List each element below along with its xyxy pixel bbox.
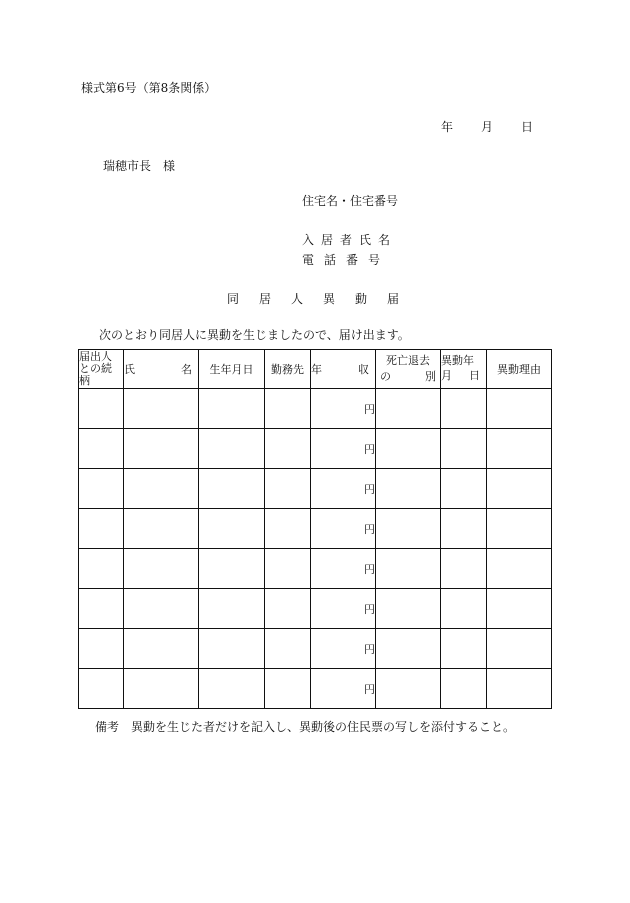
move-reason-cell[interactable] (487, 429, 552, 469)
move-reason-cell[interactable] (487, 469, 552, 509)
workplace-cell[interactable] (265, 469, 311, 509)
death-departure-cell[interactable] (376, 629, 441, 669)
remarks-text: 異動を生じた者だけを記入し、異動後の住民票の写しを添付すること。 (131, 720, 516, 734)
workplace-cell[interactable] (265, 669, 311, 709)
date-line (441, 118, 533, 135)
birthdate-cell[interactable] (199, 509, 265, 549)
name-cell[interactable] (124, 429, 199, 469)
move-date-cell[interactable] (441, 469, 487, 509)
relation-cell[interactable] (79, 389, 124, 429)
header-birthdate: 生年月日 (199, 350, 265, 389)
date-year-label: 年 (441, 120, 454, 134)
move-reason-cell[interactable] (487, 629, 552, 669)
move-date-cell[interactable] (441, 589, 487, 629)
move-date-cell[interactable] (441, 389, 487, 429)
table-row (79, 549, 552, 589)
table-row (79, 509, 552, 549)
name-cell[interactable] (124, 549, 199, 589)
form-number: 様式第6号（第8条関係） (81, 81, 217, 95)
move-reason-cell[interactable] (487, 549, 552, 589)
death-departure-cell[interactable] (376, 509, 441, 549)
table-row (79, 589, 552, 629)
date-day-label: 日 (521, 120, 534, 134)
move-reason-cell[interactable] (487, 669, 552, 709)
addressee: 瑞穂市長 様 (103, 159, 176, 173)
cohabitant-table (78, 349, 552, 709)
table-row (79, 629, 552, 669)
birthdate-cell[interactable] (199, 589, 265, 629)
birthdate-cell[interactable] (199, 669, 265, 709)
relation-cell[interactable] (79, 589, 124, 629)
income-cell[interactable]: 円 (311, 469, 376, 509)
workplace-cell[interactable] (265, 549, 311, 589)
income-cell[interactable]: 円 (311, 549, 376, 589)
remarks-label: 備考 (95, 720, 120, 734)
name-cell[interactable] (124, 509, 199, 549)
death-departure-cell[interactable] (376, 669, 441, 709)
remarks (95, 718, 515, 735)
income-cell[interactable]: 円 (311, 669, 376, 709)
relation-cell[interactable] (79, 669, 124, 709)
move-date-cell[interactable] (441, 629, 487, 669)
intro-text: 次のとおり同居人に異動を生じましたので、届け出ます。 (99, 328, 410, 342)
death-departure-cell[interactable] (376, 469, 441, 509)
income-cell[interactable]: 円 (311, 509, 376, 549)
move-date-cell[interactable] (441, 429, 487, 469)
resident-name-label: 入居者氏名 (302, 233, 398, 247)
move-date-cell[interactable] (441, 549, 487, 589)
header-relation: 届出人 との続 柄 (79, 350, 124, 389)
house-label: 住宅名・住宅番号 (302, 194, 399, 208)
name-cell[interactable] (124, 589, 199, 629)
death-departure-cell[interactable] (376, 389, 441, 429)
header-move-reason: 異動理由 (487, 350, 552, 389)
death-departure-cell[interactable] (376, 429, 441, 469)
death-departure-cell[interactable] (376, 589, 441, 629)
birthdate-cell[interactable] (199, 389, 265, 429)
move-reason-cell[interactable] (487, 589, 552, 629)
birthdate-cell[interactable] (199, 429, 265, 469)
income-cell[interactable]: 円 (311, 589, 376, 629)
income-cell[interactable]: 円 (311, 429, 376, 469)
income-cell[interactable]: 円 (311, 389, 376, 429)
header-workplace: 勤務先 (265, 350, 311, 389)
relation-cell[interactable] (79, 509, 124, 549)
name-cell[interactable] (124, 669, 199, 709)
relation-cell[interactable] (79, 429, 124, 469)
header-move-date: 異動年 月 日 (441, 350, 487, 389)
table-row (79, 669, 552, 709)
form-title: 同居人異動届 (227, 292, 420, 306)
name-cell[interactable] (124, 469, 199, 509)
birthdate-cell[interactable] (199, 629, 265, 669)
income-cell[interactable]: 円 (311, 629, 376, 669)
workplace-cell[interactable] (265, 429, 311, 469)
name-cell[interactable] (124, 629, 199, 669)
name-cell[interactable] (124, 389, 199, 429)
workplace-cell[interactable] (265, 589, 311, 629)
header-death-departure: 死亡退去 の 別 (376, 350, 441, 389)
table-row (79, 429, 552, 469)
workplace-cell[interactable] (265, 629, 311, 669)
header-name: 氏 名 (124, 350, 199, 389)
table-row (79, 469, 552, 509)
workplace-cell[interactable] (265, 389, 311, 429)
move-date-cell[interactable] (441, 669, 487, 709)
birthdate-cell[interactable] (199, 469, 265, 509)
table-row (79, 389, 552, 429)
move-reason-cell[interactable] (487, 509, 552, 549)
move-reason-cell[interactable] (487, 389, 552, 429)
date-month-label: 月 (481, 120, 494, 134)
move-date-cell[interactable] (441, 509, 487, 549)
birthdate-cell[interactable] (199, 549, 265, 589)
relation-cell[interactable] (79, 549, 124, 589)
workplace-cell[interactable] (265, 509, 311, 549)
header-row (79, 350, 552, 389)
phone-label: 電話番号 (302, 253, 391, 267)
relation-cell[interactable] (79, 469, 124, 509)
header-income: 年 収 (311, 350, 376, 389)
relation-cell[interactable] (79, 629, 124, 669)
death-departure-cell[interactable] (376, 549, 441, 589)
